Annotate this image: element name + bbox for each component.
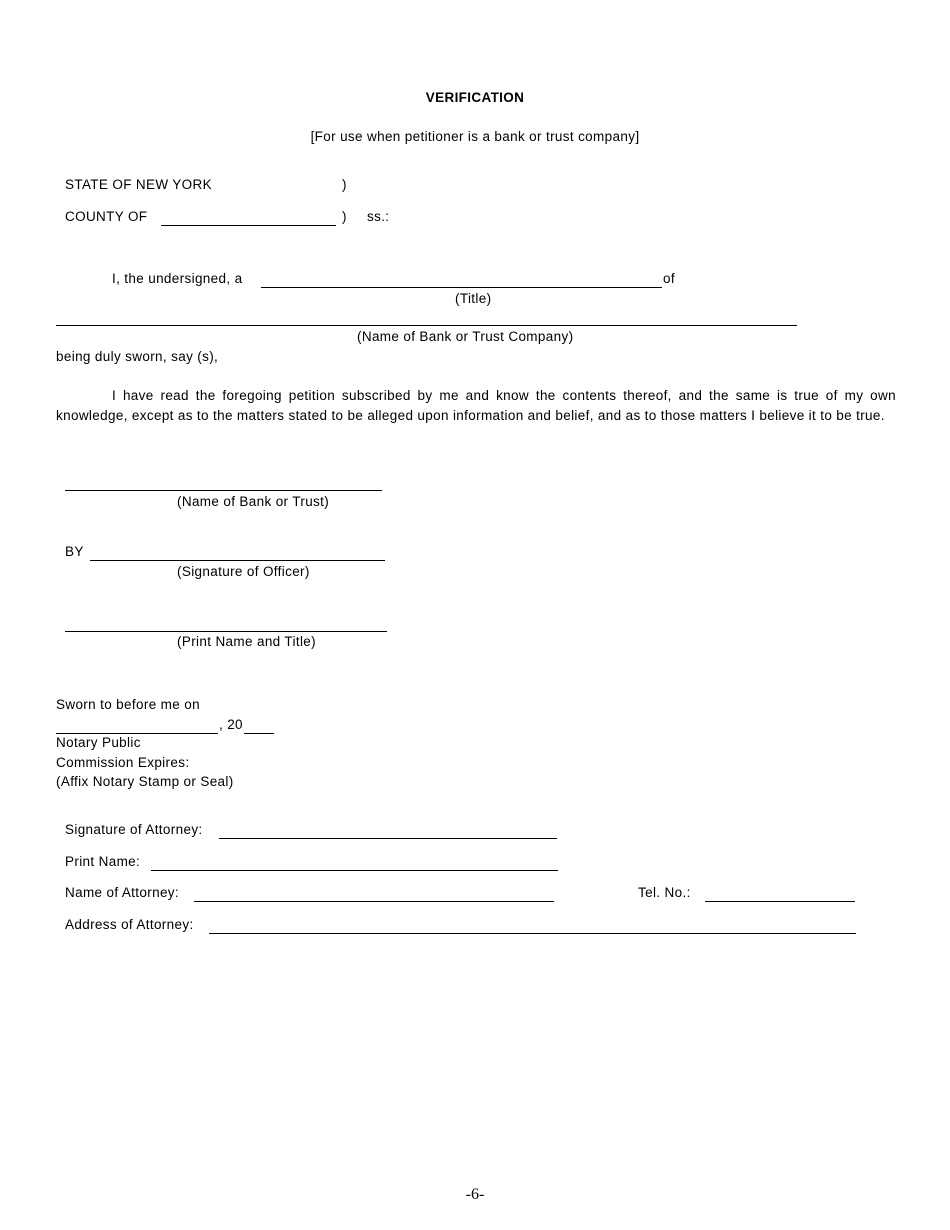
print-name-field[interactable] (151, 870, 558, 871)
venue-paren-2: ) (342, 209, 347, 224)
attorney-address-field[interactable] (209, 933, 856, 934)
commission-expires-label: Commission Expires: (56, 755, 190, 770)
year-field[interactable] (244, 733, 274, 734)
print-name-title-field[interactable] (65, 631, 387, 632)
bank-trust-signature-field[interactable] (65, 490, 382, 491)
sworn-before-label: Sworn to before me on (56, 697, 200, 712)
page-number: -6- (465, 1186, 485, 1203)
attorney-address-label: Address of Attorney: (65, 917, 194, 932)
bank-name-field[interactable] (56, 325, 797, 326)
venue-paren-1: ) (342, 177, 347, 192)
notary-public-label: Notary Public (56, 735, 141, 750)
county-field[interactable] (161, 225, 336, 226)
attorney-signature-field[interactable] (219, 838, 557, 839)
print-name-title-caption: (Print Name and Title) (177, 634, 316, 649)
sworn-text: being duly sworn, say (s), (56, 349, 219, 364)
undersigned-prefix: I, the undersigned, a (112, 271, 243, 286)
title-caption: (Title) (455, 291, 492, 306)
state-label: STATE OF NEW YORK (65, 177, 212, 192)
year-prefix: , 20 (219, 717, 243, 732)
print-name-label: Print Name: (65, 854, 141, 869)
bank-name-caption: (Name of Bank or Trust Company) (357, 329, 574, 344)
notary-stamp-label: (Affix Notary Stamp or Seal) (56, 774, 234, 789)
title-field[interactable] (261, 287, 662, 288)
ss-label: ss.: (367, 209, 390, 224)
undersigned-of: of (663, 271, 675, 286)
officer-caption: (Signature of Officer) (177, 564, 310, 579)
statement-paragraph: I have read the foregoing petition subscribed by me and know the contents thereof, and the same is true of my own knowledge, except as to the matters stated to be alleged upon information and belief, and as to those matters I believe it to be true. (56, 388, 896, 423)
tel-field[interactable] (705, 901, 855, 902)
attorney-name-field[interactable] (194, 901, 554, 902)
tel-label: Tel. No.: (638, 885, 691, 900)
attorney-name-label: Name of Attorney: (65, 885, 180, 900)
officer-signature-field[interactable] (90, 560, 385, 561)
page-subtitle: [For use when petitioner is a bank or trust company] (310, 129, 640, 144)
attorney-signature-label: Signature of Attorney: (65, 822, 203, 837)
county-label: COUNTY OF (65, 209, 148, 224)
page-title: VERIFICATION (425, 90, 525, 105)
by-label: BY (65, 544, 84, 559)
sworn-date-field[interactable] (56, 733, 218, 734)
bank-trust-caption: (Name of Bank or Trust) (177, 494, 330, 509)
